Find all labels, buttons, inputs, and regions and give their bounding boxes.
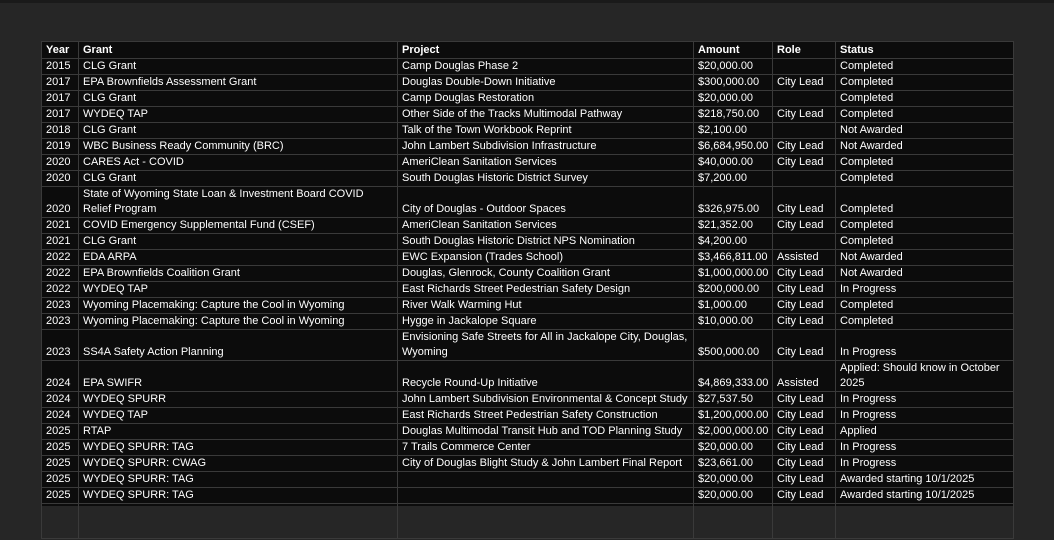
table-row [42, 488, 1014, 504]
cell-role[interactable]: City Lead [773, 392, 836, 408]
window-top-edge [0, 0, 1054, 3]
cell-role[interactable]: Assisted [773, 250, 836, 266]
cell-status[interactable]: Completed [836, 314, 1014, 330]
cell-year[interactable]: 2022 [42, 250, 79, 266]
cell-amount[interactable]: $23,661.00 [694, 456, 773, 472]
cell-grant[interactable]: Wyoming Placemaking: Capture the Cool in Wyoming [79, 314, 398, 330]
cell-amount[interactable]: $326,975.00 [694, 187, 773, 218]
table-row [42, 75, 1014, 91]
cell-grant[interactable]: SS4A Safety Action Planning [79, 330, 398, 361]
table-row [42, 187, 1014, 218]
cell-project[interactable]: River Walk Warming Hut [398, 298, 694, 314]
table-row [42, 59, 1014, 75]
cell-role[interactable]: City Lead [773, 330, 836, 361]
cell-year[interactable]: 2020 [42, 187, 79, 218]
table-row [42, 282, 1014, 298]
header-row [42, 42, 1014, 59]
header-status[interactable]: Status [836, 42, 1014, 59]
header-role[interactable]: Role [773, 42, 836, 59]
table-row [42, 234, 1014, 250]
cell-amount[interactable]: $7,200.00 [694, 171, 773, 187]
cell-role[interactable]: City Lead [773, 266, 836, 282]
cell-role[interactable] [773, 234, 836, 250]
empty-cell[interactable] [694, 504, 773, 539]
cell-role[interactable]: City Lead [773, 282, 836, 298]
cell-role[interactable] [773, 171, 836, 187]
table-row [42, 266, 1014, 282]
cell-grant[interactable]: CLG Grant [79, 59, 398, 75]
header-project[interactable]: Project [398, 42, 694, 59]
cell-grant[interactable]: Wyoming Placemaking: Capture the Cool in Wyoming [79, 298, 398, 314]
cell-grant[interactable]: WYDEQ SPURR: CWAG [79, 456, 398, 472]
header-amount[interactable]: Amount [694, 42, 773, 59]
cell-role[interactable]: City Lead [773, 218, 836, 234]
cell-role[interactable]: City Lead [773, 440, 836, 456]
grants-table [41, 41, 1014, 539]
cell-project[interactable]: AmeriClean Sanitation Services [398, 155, 694, 171]
cell-year[interactable]: 2024 [42, 392, 79, 408]
cell-project[interactable]: South Douglas Historic District NPS Nomination [398, 234, 694, 250]
cell-status[interactable]: Completed [836, 187, 1014, 218]
cell-role[interactable]: City Lead [773, 314, 836, 330]
cell-year[interactable]: 2023 [42, 314, 79, 330]
cell-project[interactable]: Camp Douglas Phase 2 [398, 59, 694, 75]
cell-amount[interactable]: $20,000.00 [694, 440, 773, 456]
cell-grant[interactable]: EPA Brownfields Coalition Grant [79, 266, 398, 282]
cell-project[interactable]: East Richards Street Pedestrian Safety Construction [398, 408, 694, 424]
cell-grant[interactable]: EPA SWIFR [79, 361, 398, 392]
cell-amount[interactable]: $20,000.00 [694, 91, 773, 107]
cell-year[interactable]: 2025 [42, 440, 79, 456]
cell-status[interactable]: Completed [836, 107, 1014, 123]
table-row [42, 250, 1014, 266]
cell-amount[interactable]: $3,466,811.00 [694, 250, 773, 266]
cell-year[interactable]: 2024 [42, 361, 79, 392]
cell-status[interactable]: In Progress [836, 282, 1014, 298]
cell-grant[interactable]: EPA Brownfields Assessment Grant [79, 75, 398, 91]
cell-status[interactable]: Completed [836, 298, 1014, 314]
cell-amount[interactable]: $2,000,000.00 [694, 424, 773, 440]
cell-grant[interactable]: CLG Grant [79, 123, 398, 139]
table-row [42, 330, 1014, 361]
table-body [42, 59, 1014, 539]
empty-row [42, 504, 1014, 539]
cell-amount[interactable]: $500,000.00 [694, 330, 773, 361]
cell-role[interactable]: City Lead [773, 187, 836, 218]
cell-role[interactable]: City Lead [773, 488, 836, 504]
cell-project[interactable]: South Douglas Historic District Survey [398, 171, 694, 187]
cell-grant[interactable]: WYDEQ SPURR [79, 392, 398, 408]
empty-cell[interactable] [836, 504, 1014, 539]
cell-role[interactable] [773, 59, 836, 75]
cell-status[interactable]: Completed [836, 155, 1014, 171]
cell-status[interactable]: In Progress [836, 440, 1014, 456]
cell-grant[interactable]: COVID Emergency Supplemental Fund (CSEF) [79, 218, 398, 234]
cell-grant[interactable]: State of Wyoming State Loan & Investment Board COVID Relief Program [79, 187, 398, 218]
empty-cell[interactable] [773, 504, 836, 539]
cell-year[interactable]: 2021 [42, 218, 79, 234]
cell-amount[interactable]: $6,684,950.00 [694, 139, 773, 155]
cell-project[interactable]: Douglas Multimodal Transit Hub and TOD Planning Study [398, 424, 694, 440]
cell-project[interactable]: Hygge in Jackalope Square [398, 314, 694, 330]
header-grant[interactable]: Grant [79, 42, 398, 59]
cell-role[interactable]: City Lead [773, 139, 836, 155]
cell-year[interactable]: 2025 [42, 472, 79, 488]
cell-year[interactable]: 2020 [42, 171, 79, 187]
cell-year[interactable]: 2025 [42, 488, 79, 504]
cell-project[interactable]: City of Douglas - Outdoor Spaces [398, 187, 694, 218]
cell-status[interactable]: In Progress [836, 330, 1014, 361]
cell-status[interactable]: Completed [836, 75, 1014, 91]
table-row [42, 408, 1014, 424]
cell-project[interactable]: Douglas Double-Down Initiative [398, 75, 694, 91]
cell-project[interactable]: AmeriClean Sanitation Services [398, 218, 694, 234]
table-row [42, 107, 1014, 123]
cell-grant[interactable]: WYDEQ TAP [79, 282, 398, 298]
cell-year[interactable]: 2022 [42, 266, 79, 282]
cell-status[interactable]: Completed [836, 171, 1014, 187]
cell-amount[interactable]: $218,750.00 [694, 107, 773, 123]
cell-role[interactable] [773, 123, 836, 139]
cell-role[interactable]: City Lead [773, 472, 836, 488]
cell-role[interactable]: City Lead [773, 456, 836, 472]
cell-role[interactable]: Assisted [773, 361, 836, 392]
table-row [42, 155, 1014, 171]
cell-amount[interactable]: $27,537.50 [694, 392, 773, 408]
table-row [42, 424, 1014, 440]
table-row [42, 392, 1014, 408]
cell-amount[interactable]: $20,000.00 [694, 488, 773, 504]
cell-amount[interactable]: $4,200.00 [694, 234, 773, 250]
cell-amount[interactable]: $21,352.00 [694, 218, 773, 234]
table-row [42, 298, 1014, 314]
cell-role[interactable]: City Lead [773, 408, 836, 424]
grants-sheet [41, 41, 1013, 506]
cell-project[interactable]: City of Douglas Blight Study & John Lambert Final Report [398, 456, 694, 472]
cell-status[interactable]: Applied: Should know in October 2025 [836, 361, 1014, 392]
cell-project[interactable]: EWC Expansion (Trades School) [398, 250, 694, 266]
table-row [42, 123, 1014, 139]
table-row [42, 440, 1014, 456]
cell-grant[interactable]: CLG Grant [79, 234, 398, 250]
cell-status[interactable]: Applied [836, 424, 1014, 440]
cell-project[interactable] [398, 488, 694, 504]
cell-grant[interactable]: WBC Business Ready Community (BRC) [79, 139, 398, 155]
cell-year[interactable]: 2017 [42, 75, 79, 91]
cell-amount[interactable]: $1,200,000.00 [694, 408, 773, 424]
cell-project[interactable]: 7 Trails Commerce Center [398, 440, 694, 456]
cell-amount[interactable]: $200,000.00 [694, 282, 773, 298]
empty-cell[interactable] [398, 504, 694, 539]
cell-project[interactable]: John Lambert Subdivision Environmental & Concept Study [398, 392, 694, 408]
empty-cell[interactable] [42, 504, 79, 539]
cell-year[interactable]: 2019 [42, 139, 79, 155]
cell-status[interactable]: Completed [836, 91, 1014, 107]
cell-grant[interactable]: CLG Grant [79, 171, 398, 187]
cell-project[interactable]: John Lambert Subdivision Infrastructure [398, 139, 694, 155]
cell-year[interactable]: 2024 [42, 408, 79, 424]
cell-role[interactable]: City Lead [773, 424, 836, 440]
cell-grant[interactable]: CLG Grant [79, 91, 398, 107]
cell-amount[interactable]: $2,100.00 [694, 123, 773, 139]
cell-year[interactable]: 2022 [42, 282, 79, 298]
cell-status[interactable]: Not Awarded [836, 139, 1014, 155]
header-year[interactable]: Year [42, 42, 79, 59]
cell-status[interactable]: Not Awarded [836, 123, 1014, 139]
cell-status[interactable]: Completed [836, 234, 1014, 250]
table-row [42, 139, 1014, 155]
table-row [42, 472, 1014, 488]
cell-project[interactable] [398, 472, 694, 488]
cell-amount[interactable]: $10,000.00 [694, 314, 773, 330]
cell-status[interactable]: Completed [836, 218, 1014, 234]
cell-project[interactable]: Talk of the Town Workbook Reprint [398, 123, 694, 139]
cell-year[interactable]: 2025 [42, 424, 79, 440]
cell-status[interactable]: Not Awarded [836, 266, 1014, 282]
cell-year[interactable]: 2018 [42, 123, 79, 139]
cell-project[interactable]: Camp Douglas Restoration [398, 91, 694, 107]
cell-role[interactable] [773, 91, 836, 107]
cell-amount[interactable]: $20,000.00 [694, 472, 773, 488]
table-row [42, 91, 1014, 107]
cell-role[interactable]: City Lead [773, 155, 836, 171]
table-row [42, 171, 1014, 187]
cell-role[interactable]: City Lead [773, 298, 836, 314]
cell-year[interactable]: 2025 [42, 456, 79, 472]
cell-year[interactable]: 2023 [42, 298, 79, 314]
cell-grant[interactable]: RTAP [79, 424, 398, 440]
cell-year[interactable]: 2021 [42, 234, 79, 250]
empty-cell[interactable] [79, 504, 398, 539]
cell-grant[interactable]: WYDEQ TAP [79, 408, 398, 424]
cell-amount[interactable]: $40,000.00 [694, 155, 773, 171]
table-row [42, 361, 1014, 392]
table-row [42, 218, 1014, 234]
cell-amount[interactable]: $300,000.00 [694, 75, 773, 91]
cell-role[interactable]: City Lead [773, 107, 836, 123]
cell-grant[interactable]: CARES Act - COVID [79, 155, 398, 171]
cell-status[interactable]: Not Awarded [836, 250, 1014, 266]
cell-year[interactable]: 2023 [42, 330, 79, 361]
cell-amount[interactable]: $1,000,000.00 [694, 266, 773, 282]
cell-project[interactable]: Douglas, Glenrock, County Coalition Grant [398, 266, 694, 282]
cell-grant[interactable]: WYDEQ SPURR: TAG [79, 440, 398, 456]
cell-grant[interactable]: WYDEQ SPURR: TAG [79, 472, 398, 488]
cell-grant[interactable]: WYDEQ SPURR: TAG [79, 488, 398, 504]
cell-amount[interactable]: $1,000.00 [694, 298, 773, 314]
cell-year[interactable]: 2020 [42, 155, 79, 171]
cell-year[interactable]: 2017 [42, 91, 79, 107]
cell-status[interactable]: Completed [836, 59, 1014, 75]
table-row [42, 456, 1014, 472]
cell-project[interactable]: East Richards Street Pedestrian Safety Design [398, 282, 694, 298]
cell-project[interactable]: Envisioning Safe Streets for All in Jackalope City, Douglas, Wyoming [398, 330, 694, 361]
cell-year[interactable]: 2017 [42, 107, 79, 123]
cell-amount[interactable]: $20,000.00 [694, 59, 773, 75]
cell-amount[interactable]: $4,869,333.00 [694, 361, 773, 392]
cell-status[interactable]: In Progress [836, 456, 1014, 472]
cell-grant[interactable]: EDA ARPA [79, 250, 398, 266]
cell-status[interactable]: Awarded starting 10/1/2025 [836, 488, 1014, 504]
cell-status[interactable]: In Progress [836, 392, 1014, 408]
cell-status[interactable]: In Progress [836, 408, 1014, 424]
cell-year[interactable]: 2015 [42, 59, 79, 75]
cell-role[interactable]: City Lead [773, 75, 836, 91]
cell-project[interactable]: Recycle Round-Up Initiative [398, 361, 694, 392]
cell-status[interactable]: Awarded starting 10/1/2025 [836, 472, 1014, 488]
table-row [42, 314, 1014, 330]
cell-grant[interactable]: WYDEQ TAP [79, 107, 398, 123]
cell-project[interactable]: Other Side of the Tracks Multimodal Pathway [398, 107, 694, 123]
